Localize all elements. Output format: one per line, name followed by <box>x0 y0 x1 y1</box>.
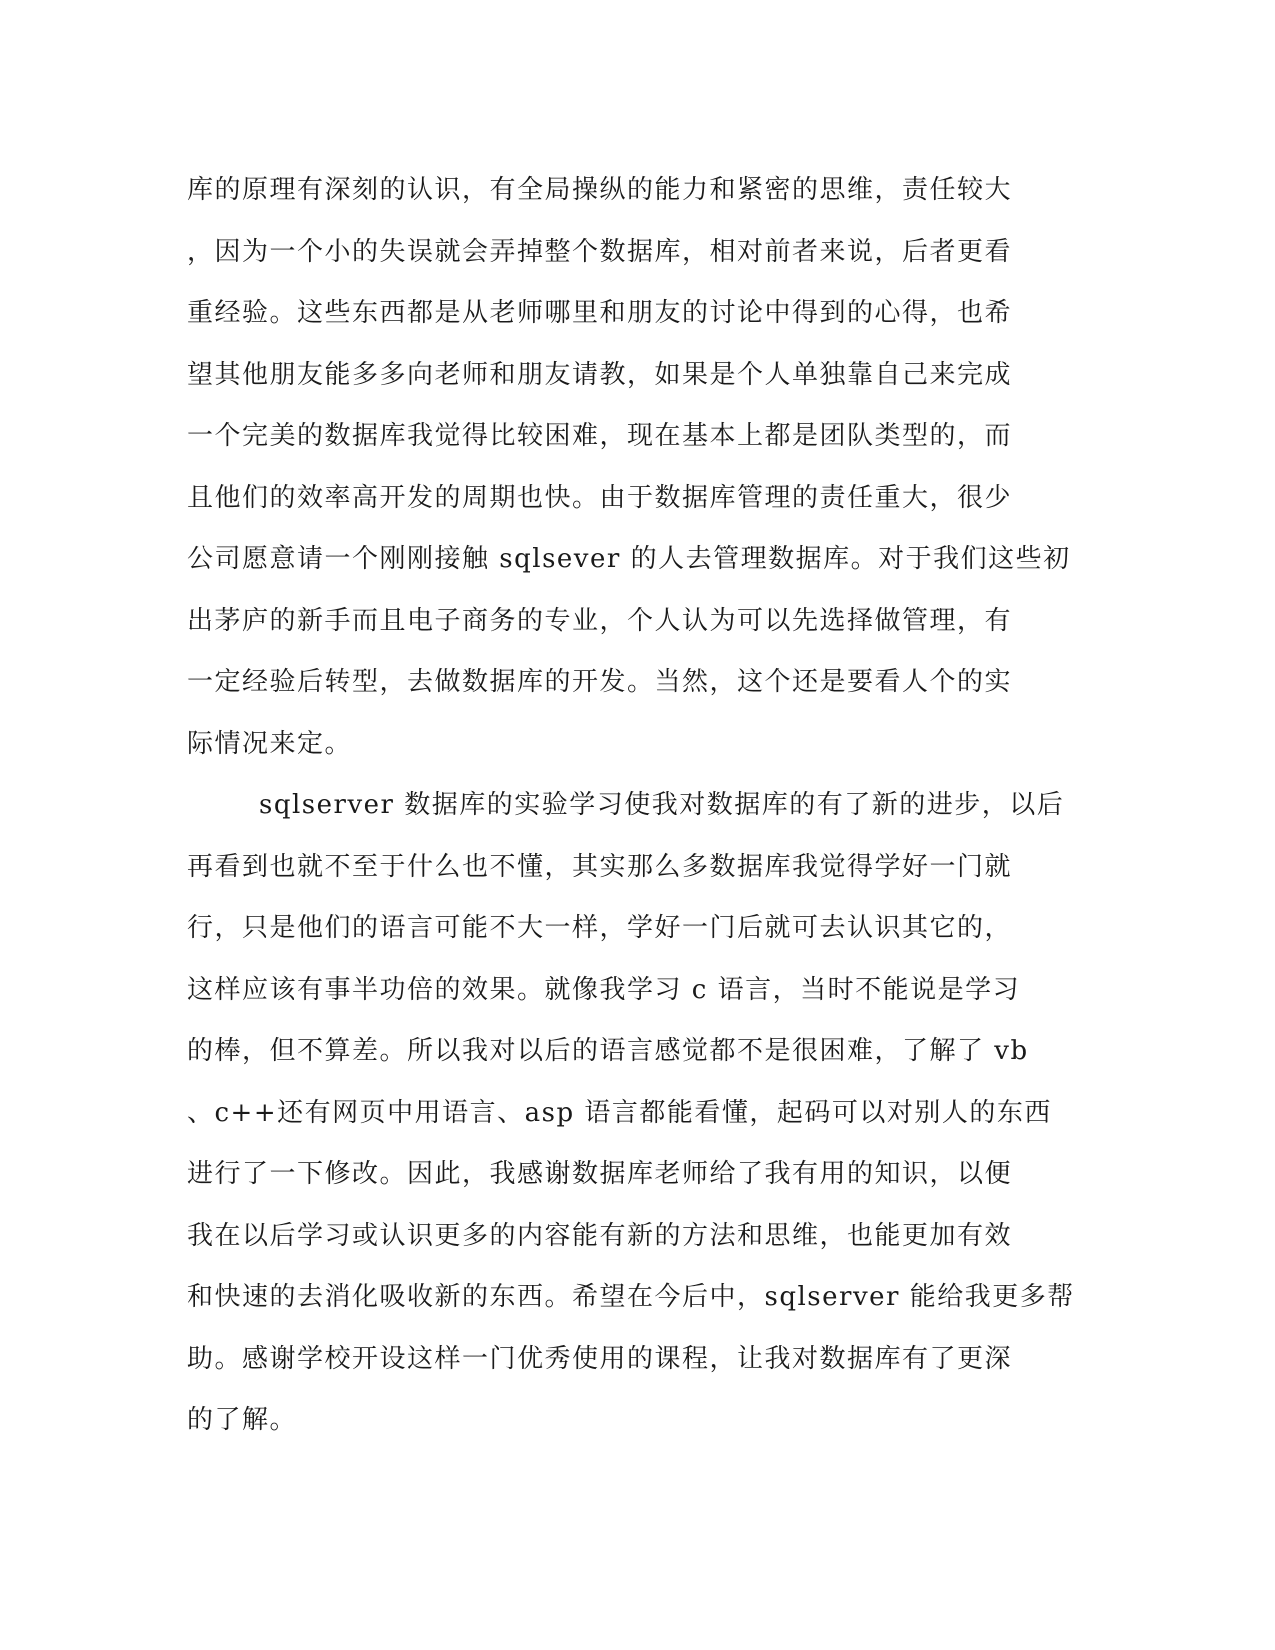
text-line: 、c++还有网页中用语言、asp 语言都能看懂，起码可以对别人的东西 <box>187 1097 1052 1128</box>
body-text <box>187 160 1087 1452</box>
text-line: 际情况来定。 <box>187 728 353 759</box>
text-line: 重经验。这些东西都是从老师哪里和朋友的讨论中得到的心得，也希 <box>187 298 1013 328</box>
text-line: 和快速的去消化吸收新的东西。希望在今后中，sqlserver 能给我更多帮 <box>187 1282 1075 1312</box>
text-line: ，因为一个小的失误就会弄掉整个数据库，相对前者来说，后者更看 <box>187 236 1013 267</box>
text-line: 公司愿意请一个刚刚接触 sqlsever 的人去管理数据库。对于我们这些初 <box>187 544 1071 574</box>
text-line: 一个完美的数据库我觉得比较困难，现在基本上都是团队类型的，而 <box>187 421 1013 451</box>
paragraph-1 <box>187 160 1087 775</box>
text-line: 行，只是他们的语言可能不大一样，学好一门后就可去认识其它的， <box>187 913 1013 943</box>
paragraph-2 <box>187 775 1087 1452</box>
text-line: 再看到也就不至于什么也不懂，其实那么多数据库我觉得学好一门就 <box>187 851 1013 882</box>
text-line: 望其他朋友能多多向老师和朋友请教，如果是个人单独靠自己来完成 <box>187 359 1013 390</box>
text-line: 进行了一下修改。因此，我感谢数据库老师给了我有用的知识，以便 <box>187 1159 1013 1189</box>
text-line: 出茅庐的新手而且电子商务的专业，个人认为可以先选择做管理，有 <box>187 605 1013 636</box>
text-line: 的了解。 <box>187 1405 298 1435</box>
text-line: 库的原理有深刻的认识，有全局操纵的能力和紧密的思维，责任较大 <box>187 175 1013 205</box>
text-line: sqlserver 数据库的实验学习使我对数据库的有了新的进步，以后 <box>259 790 1065 820</box>
text-line: 一定经验后转型，去做数据库的开发。当然，这个还是要看人个的实 <box>187 667 1013 697</box>
text-line: 的棒，但不算差。所以我对以后的语言感觉都不是很困难，了解了 vb <box>187 1036 1029 1066</box>
text-line: 这样应该有事半功倍的效果。就像我学习 c 语言，当时不能说是学习 <box>187 974 1021 1005</box>
text-line: 我在以后学习或认识更多的内容能有新的方法和思维，也能更加有效 <box>187 1220 1013 1251</box>
text-line: 且他们的效率高开发的周期也快。由于数据库管理的责任重大，很少 <box>187 482 1013 513</box>
text-line: 助。感谢学校开设这样一门优秀使用的课程，让我对数据库有了更深 <box>187 1343 1013 1374</box>
